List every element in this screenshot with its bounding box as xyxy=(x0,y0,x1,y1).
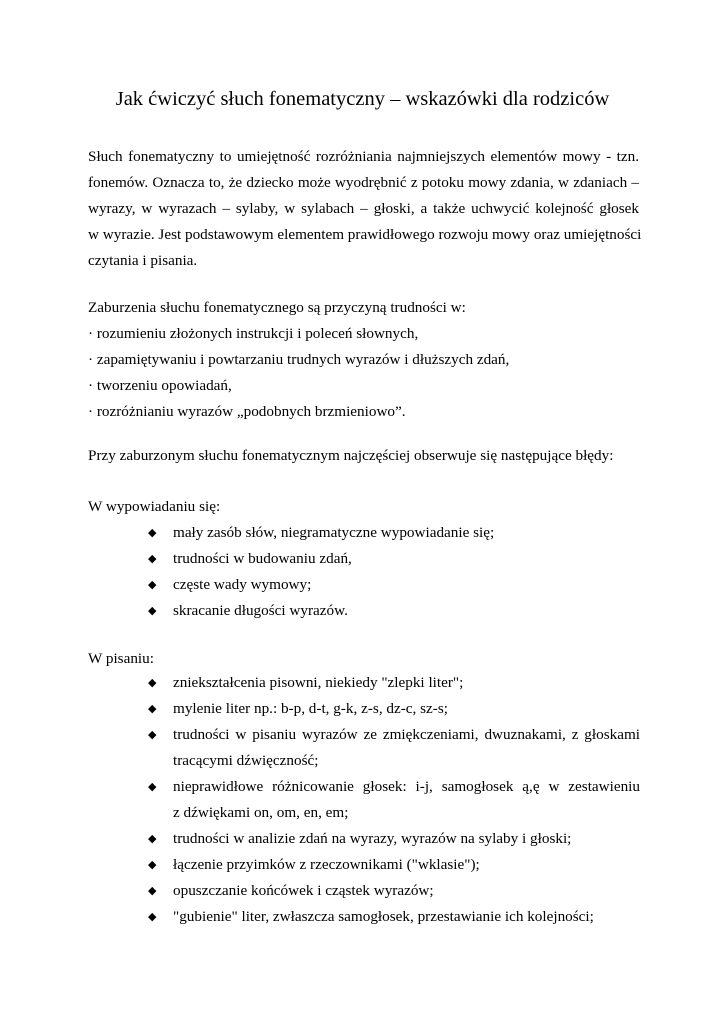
causes-section xyxy=(88,295,648,425)
writing-heading: W pisaniu: xyxy=(88,650,154,667)
writing-heading-block xyxy=(88,646,648,672)
intro-line: czytania i pisania. xyxy=(88,252,198,269)
diamond-bullet-icon: ◆ xyxy=(148,676,157,689)
list-item: ◆ nieprawidłowe różnicowanie głosek: i-j, samogłosek ą,ę w zestawieniu z dźwiękami on, om, en, em; xyxy=(148,774,640,826)
list-item: ◆ częste wady wymowy; xyxy=(148,572,640,598)
list-item: · zapamiętywaniu i powtarzaniu trudnych wyrazów i dłuższych zdań, xyxy=(88,351,510,368)
list-item: ◆ trudności w budowaniu zdań, xyxy=(148,546,640,572)
intro-line: Słuch fonematyczny to umiejętność rozróżniania najmniejszych elementów mowy - tzn. xyxy=(88,148,639,165)
diamond-bullet-icon: ◆ xyxy=(148,702,157,715)
list-item: ◆ łączenie przyimków z rzeczownikami ("wklasie"); xyxy=(148,852,640,878)
speaking-heading-block xyxy=(88,494,648,520)
diamond-bullet-icon: ◆ xyxy=(148,858,157,871)
list-item: · rozróżnianiu wyrazów „podobnych brzmieniowo”. xyxy=(88,403,406,420)
page-title: Jak ćwiczyć słuch fonematyczny – wskazówki dla rodziców xyxy=(115,88,610,110)
list-item: · tworzeniu opowiadań, xyxy=(88,377,232,394)
diamond-bullet-icon: ◆ xyxy=(148,526,157,539)
errors-intro-section xyxy=(88,443,648,469)
list-item: ◆ trudności w analizie zdań na wyrazy, wyrazów na sylaby i głoski; xyxy=(148,826,640,852)
diamond-bullet-icon: ◆ xyxy=(148,832,157,845)
diamond-bullet-icon: ◆ xyxy=(148,552,157,565)
list-item: ◆ opuszczanie końcówek i cząstek wyrazów; xyxy=(148,878,640,904)
diamond-bullet-icon: ◆ xyxy=(148,910,157,923)
causes-list xyxy=(88,321,648,425)
list-item: ◆ zniekształcenia pisowni, niekiedy "zlepki liter"; xyxy=(148,670,640,696)
intro-line: fonemów. Oznacza to, że dziecko może wyodrębnić z potoku mowy zdania, w zdaniach – xyxy=(88,174,639,191)
errors-intro: Przy zaburzonym słuchu fonematycznym najczęściej obserwuje się następujące błędy: xyxy=(88,447,614,464)
list-item: · rozumieniu złożonych instrukcji i poleceń słownych, xyxy=(88,325,419,342)
intro-paragraph xyxy=(88,144,642,274)
list-item: ◆ mylenie liter np.: b-p, d-t, g-k, z-s, dz-c, sz-s; xyxy=(148,696,640,722)
diamond-bullet-icon: ◆ xyxy=(148,728,157,741)
intro-line: w wyrazie. Jest podstawowym elementem prawidłowego rozwoju mowy oraz umiejętności xyxy=(88,226,642,243)
diamond-bullet-icon: ◆ xyxy=(148,884,157,897)
diamond-bullet-icon: ◆ xyxy=(148,780,157,793)
writing-list xyxy=(148,670,640,930)
causes-heading: Zaburzenia słuchu fonematycznego są przyczyną trudności w: xyxy=(88,299,466,316)
speaking-list xyxy=(148,520,640,624)
list-item: ◆ "gubienie" liter, zwłaszcza samogłosek, przestawianie ich kolejności; xyxy=(148,904,640,930)
list-item: ◆ skracanie długości wyrazów. xyxy=(148,598,640,624)
speaking-heading: W wypowiadaniu się: xyxy=(88,498,221,515)
list-item: ◆ trudności w pisaniu wyrazów ze zmiękczeniami, dwuznakami, z głoskami tracącymi dźwięczność; xyxy=(148,722,640,774)
list-item: ◆ mały zasób słów, niegramatyczne wypowiadanie się; xyxy=(148,520,640,546)
diamond-bullet-icon: ◆ xyxy=(148,604,157,617)
intro-line: wyrazy, w wyrazach – sylaby, w sylabach – głoski, a także uchwycić kolejność głosek xyxy=(88,200,639,217)
diamond-bullet-icon: ◆ xyxy=(148,578,157,591)
